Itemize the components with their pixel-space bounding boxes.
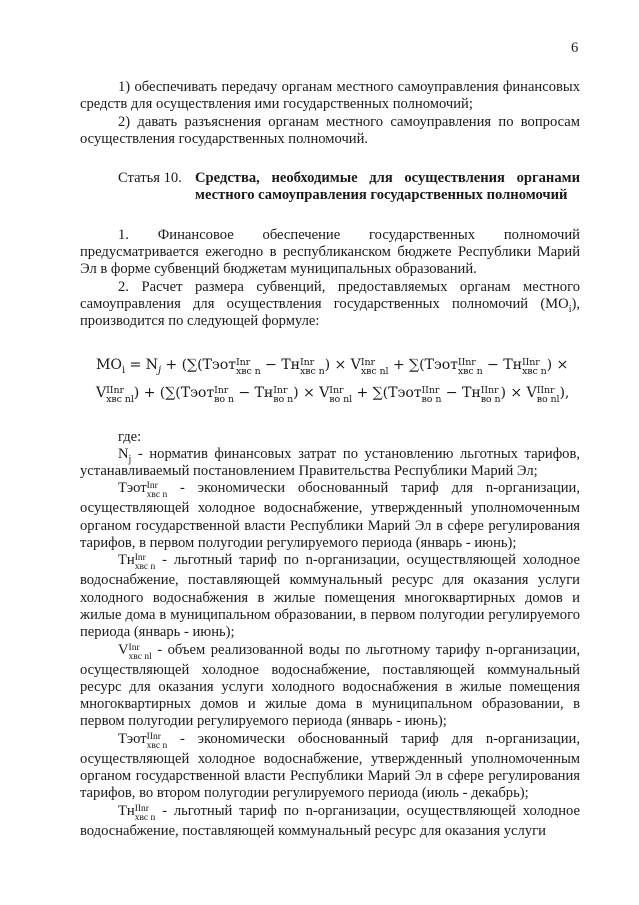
- formula-v: V: [319, 384, 330, 401]
- def-sub: хвс n: [146, 490, 168, 501]
- formula-sub: хвс n: [235, 365, 261, 377]
- formula-line-1: $МО_i = N_j$ + (∑(Тэот Inr хвс n − Тн Inr хвс n ) × V Inr хвс nl + ∑(Тэот IInr хвс n − Тн IInr хвс n ) ×: [96, 356, 569, 377]
- formula-sup: Inr: [273, 384, 288, 396]
- def-text: - норматив финансовых затрат по установлению льготных тарифов, устанавливаемый постановлением Правительства Республики Марий Эл;: [80, 445, 580, 480]
- formula-v: V: [350, 356, 361, 373]
- formula-mo: МО: [96, 356, 122, 373]
- formula-v: V: [526, 384, 537, 401]
- definition-nj: [80, 446, 580, 481]
- formula-sub: хвс n: [457, 365, 483, 377]
- formula-sub: во nl: [329, 393, 353, 405]
- formula-sub: i: [121, 364, 126, 376]
- formula-line-2: V IInr хвс nl ) + (∑(Тэот Inr во n − Тн Inr во n ) × V Inr во nl + ∑(Тэот IInr во n − Тн IInr во n ) × V IInr во nl ),: [96, 384, 570, 405]
- formula-sub: во nl: [536, 393, 560, 405]
- formula-sub: во n: [421, 393, 442, 405]
- def-sup: Inr: [146, 481, 158, 492]
- def-text: - льготный тариф по n-организации, осуществляющей холодное водоснабжение, поставляющей коммунальный ресурс для оказания услуги холодного водоснабжения в жилые помещения многоквартирных домов и жилые дома в муниципальном образовании, в первом полугодии регулируемого периода (январь - июнь);: [80, 552, 580, 641]
- article-heading: [80, 170, 580, 205]
- formula-sup: IInr: [421, 384, 440, 396]
- formula-sup: Inr: [214, 384, 229, 396]
- obligation-item-2: 2) давать разъяснения органам местного самоуправления по вопросам осуществления государственных полномочий.: [80, 113, 580, 147]
- definition-teot-1: [80, 480, 580, 552]
- formula-sup: IInr: [480, 384, 499, 396]
- def-text: - объем реализованной воды по льготному тарифу n-организации, осуществляющей холодное водоснабжение, поставляющей коммунальный ресурс для оказания услуги холодного водоснабжения в жилые помещения многоквартирных домов и жилые дома в муниципальном образовании, в первом полугодии регулируемого периода (январь - июнь);: [80, 641, 580, 730]
- definition-v-1: [80, 642, 580, 731]
- formula-sub: хвс nl: [360, 365, 389, 377]
- def-symbol: V: [118, 641, 129, 658]
- def-text: - льготный тариф по n-организации, осуществляющей холодное водоснабжение, поставляющей коммунальный ресурс для оказания услуги: [80, 802, 580, 839]
- formula-v: V: [96, 384, 107, 401]
- formula-teot: Тэот: [202, 356, 236, 373]
- def-sub: хвс n: [146, 740, 168, 751]
- formula-teot: Тэот: [424, 356, 458, 373]
- def-symbol: Тн: [118, 552, 135, 569]
- formula-sup: Inr: [235, 356, 251, 368]
- formula-sup: IInr: [457, 356, 476, 368]
- def-text: - экономически обоснованный тариф для n-организации, осуществляющей холодное водоснабжение, утвержденный уполномоченным органом государственной власти Республики Марий Эл в сфере регулирования тарифов, во втором полугодии регулируемого периода (июль - декабрь);: [80, 730, 580, 802]
- formula-teot: Тэот: [388, 384, 422, 401]
- mo-subscript: i: [568, 303, 572, 315]
- formula-sub: хвс n: [299, 365, 325, 377]
- page-number: 6: [571, 40, 579, 56]
- subsidy-formula: [96, 351, 580, 407]
- formula-sub: хвс n: [521, 365, 547, 377]
- def-sup: Inr: [134, 553, 146, 564]
- def-text: - экономически обоснованный тариф для n-организации, осуществляющей холодное водоснабжение, утвержденный уполномоченным органом государственной власти Республики Марий Эл в сфере регулирования тарифов, в первом полугодии регулируемого периода (январь - июнь);: [80, 480, 580, 552]
- def-sup: IInr: [146, 731, 161, 742]
- formula-tn: Тн: [461, 384, 481, 401]
- formula-sub: во n: [273, 393, 294, 405]
- formula-sub: хвс nl: [106, 393, 134, 405]
- def-symbol: N: [118, 445, 129, 462]
- article-title: Средства, необходимые для осуществления органами местного самоуправления государственных полномочий: [195, 170, 580, 204]
- formula-sup: Inr: [329, 384, 344, 396]
- def-sub: хвс nl: [128, 651, 152, 662]
- definition-teot-2: [80, 731, 580, 803]
- def-sub: j: [128, 453, 132, 465]
- section-1: 1. Финансовое обеспечение государственных полномочий предусматривается ежегодно в республиканском бюджете Республики Марий Эл в форме субвенций бюджетам муниципальных образований.: [80, 226, 580, 278]
- formula-tn: Тн: [254, 384, 274, 401]
- where-label: где:: [118, 428, 142, 445]
- formula-sup: IInr: [106, 384, 124, 396]
- formula-sub: во n: [480, 393, 501, 405]
- def-sub: хвс n: [134, 812, 156, 823]
- def-symbol: Тэот: [118, 730, 147, 747]
- formula-tn: Тн: [503, 356, 522, 373]
- def-sup: Inr: [128, 642, 140, 653]
- formula-sup: IInr: [536, 384, 555, 396]
- definition-tn-1: [80, 552, 580, 641]
- obligation-item-1: 1) обеспечивать передачу органам местного самоуправления финансовых средств для осуществления ими государственных полномочий;: [80, 79, 580, 113]
- section-2-text-end: ), производится по следующей формуле:: [80, 295, 580, 330]
- definition-tn-2: [80, 803, 580, 840]
- formula-teot: Тэот: [180, 384, 215, 401]
- document-body: [80, 79, 580, 840]
- def-symbol: Тэот: [118, 480, 147, 497]
- formula-sub: во n: [214, 393, 234, 405]
- formula-sup: Inr: [299, 356, 315, 368]
- def-sub: хвс n: [134, 562, 156, 573]
- formula-tn: Тн: [281, 356, 300, 373]
- def-symbol: Тн: [118, 802, 135, 819]
- def-sup: IInr: [134, 803, 149, 814]
- article-number: Статья 10.: [118, 170, 182, 187]
- section-2: [80, 279, 580, 331]
- section-2-text: 2. Расчет размера субвенций, предоставляемых органам местного самоуправления для осуществления государственных полномочий (МО: [80, 278, 580, 312]
- formula-sup: IInr: [521, 356, 540, 368]
- formula-sup: Inr: [360, 356, 375, 368]
